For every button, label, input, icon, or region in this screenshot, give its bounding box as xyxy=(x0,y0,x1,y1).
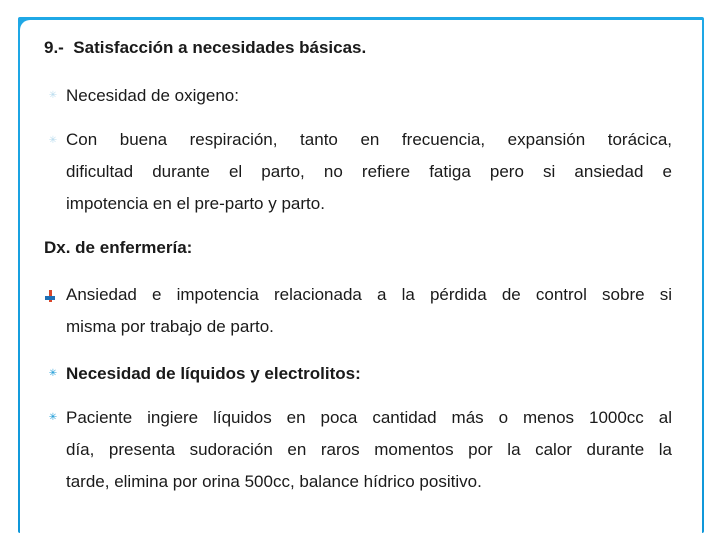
dx-line-2: misma por trabajo de parto. xyxy=(66,317,274,336)
dx-line-1: Ansiedad e impotencia relacionada a la pérdida de control sobre si xyxy=(66,285,672,304)
fluids-line-3: tarde, elimina por orina 500cc, balance hídrico positivo. xyxy=(66,472,482,491)
asterisk-bullet-icon: ✳ xyxy=(48,90,58,101)
asterisk-bullet-icon: ✳ xyxy=(48,412,58,423)
asterisk-bullet-icon: ✳ xyxy=(48,135,58,146)
title-number: 9.- xyxy=(44,38,64,57)
fluids-line-2: día, presenta sudoración en raros momentos por la calor durante la xyxy=(66,440,672,459)
oxygen-line-1: Con buena respiración, tanto en frecuencia, expansión torácica, xyxy=(66,130,672,149)
fluids-line-1: Paciente ingiere líquidos en poca cantidad más o menos 1000cc al xyxy=(66,408,672,427)
dx-heading: Dx. de enfermería: xyxy=(44,238,193,257)
flag-bullet-icon xyxy=(45,290,57,302)
slide-title xyxy=(44,38,366,58)
oxygen-heading: Necesidad de oxigeno: xyxy=(66,86,239,105)
asterisk-bullet-icon: ✳ xyxy=(48,368,58,379)
title-text: Satisfacción a necesidades básicas. xyxy=(73,38,367,57)
oxygen-line-2: dificultad durante el parto, no refiere fatiga pero si ansiedad e xyxy=(66,162,672,181)
fluids-heading: Necesidad de líquidos y electrolitos: xyxy=(66,364,361,383)
oxygen-line-3: impotencia en el pre-parto y parto. xyxy=(66,194,325,213)
